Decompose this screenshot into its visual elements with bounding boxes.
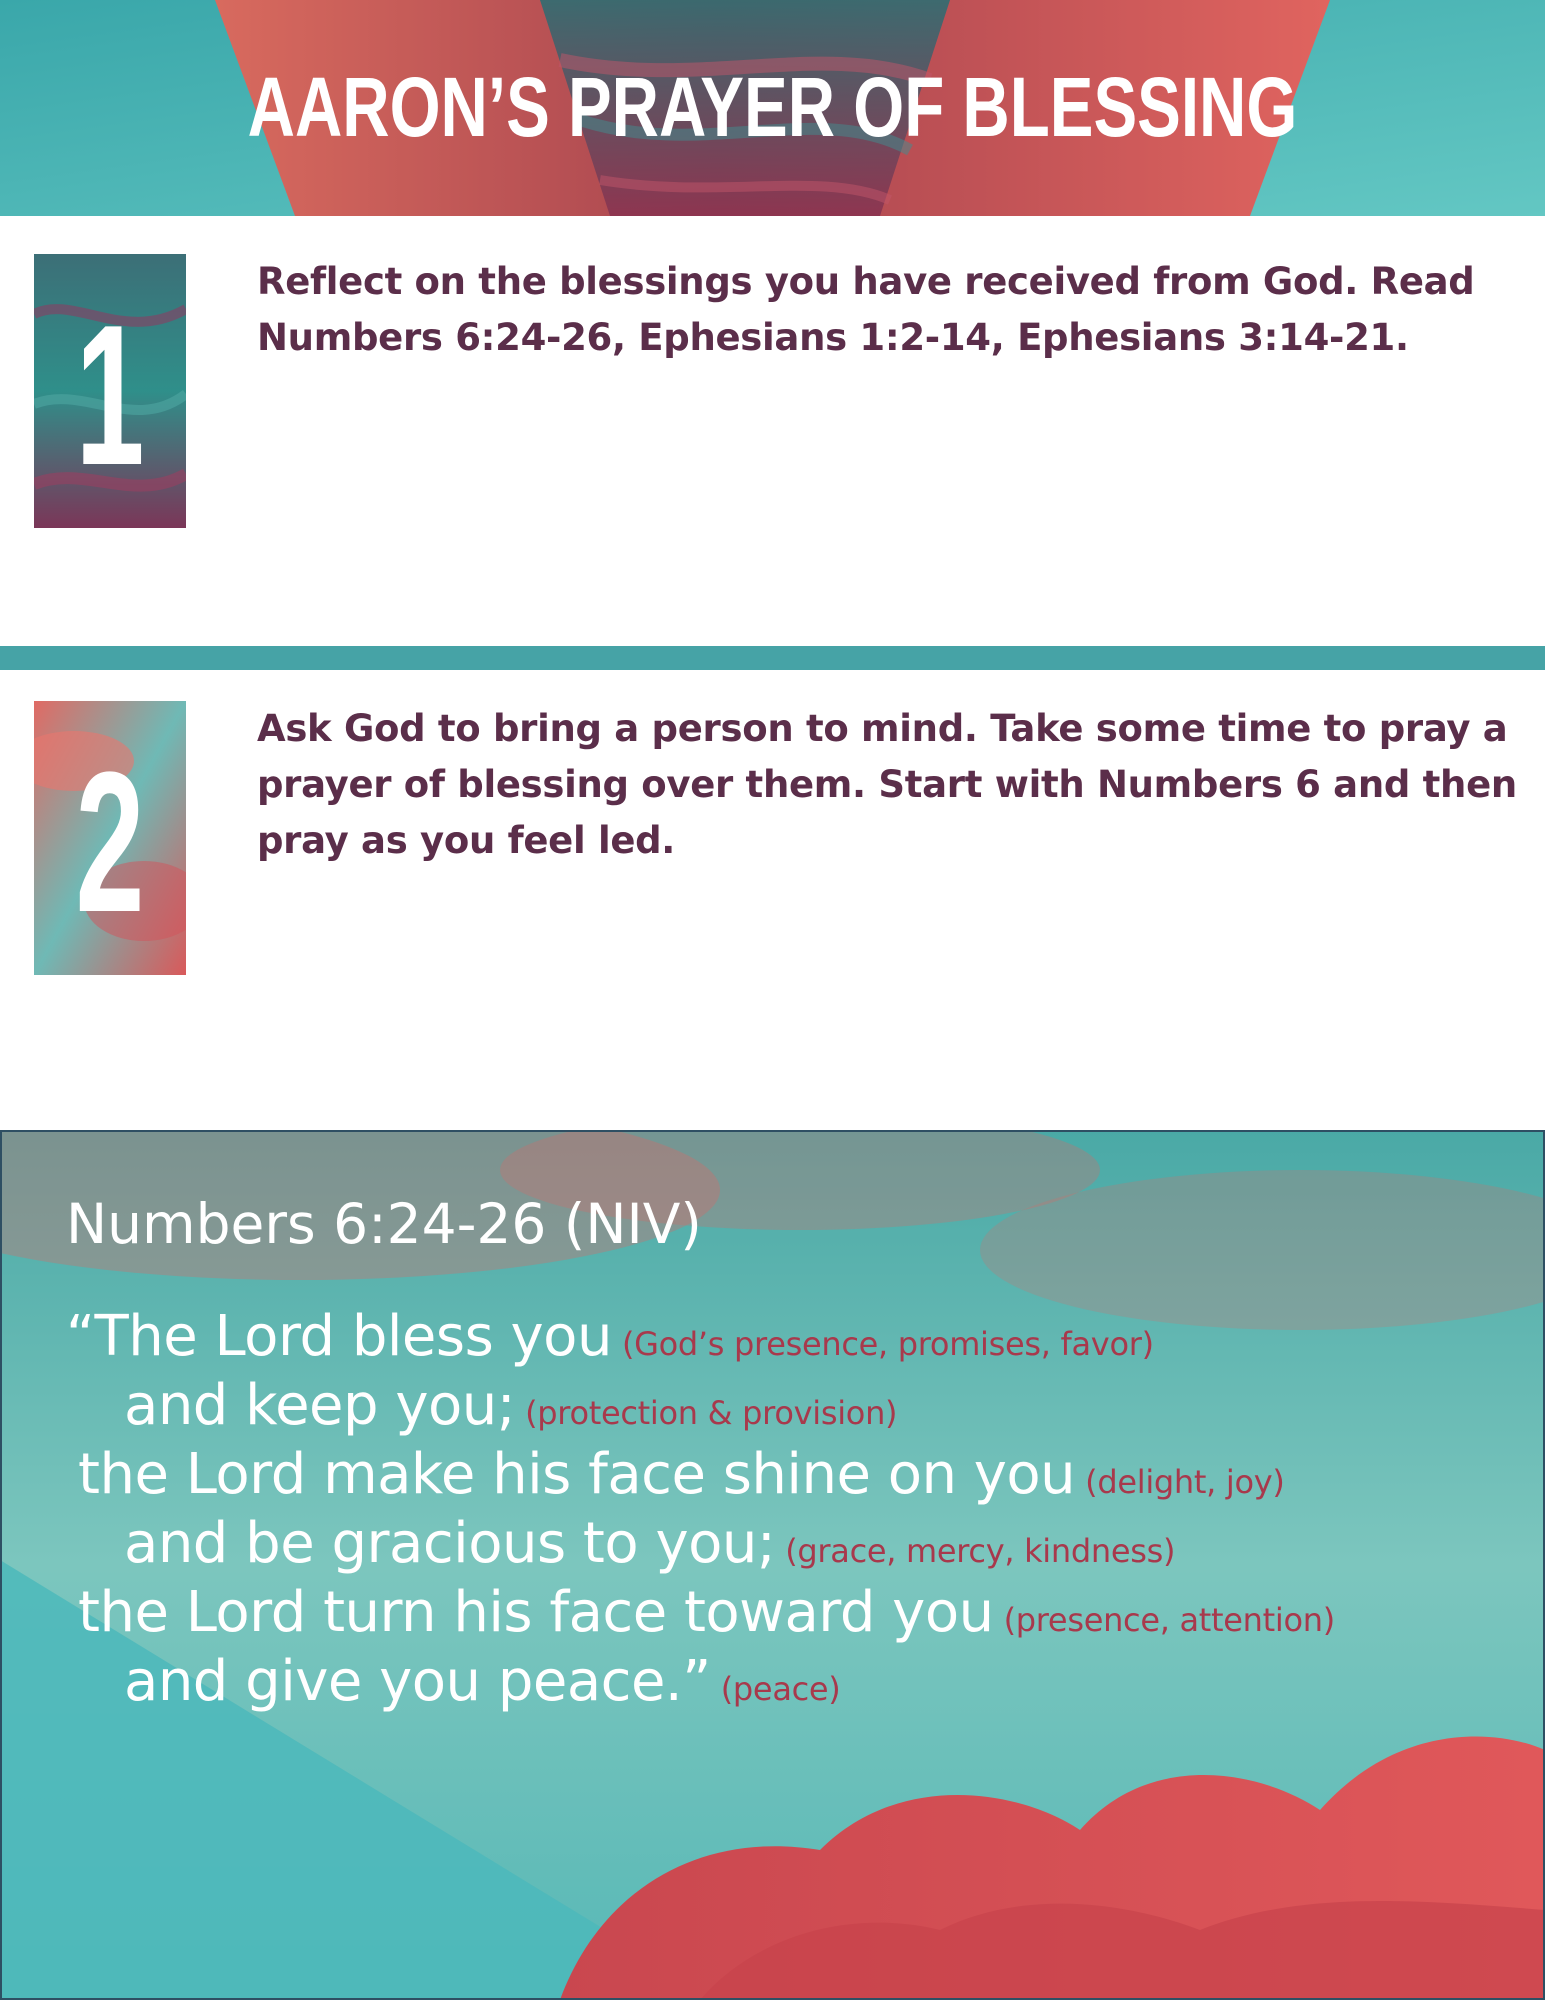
verse-line-note: (God’s presence, promises, favor): [621, 1325, 1154, 1363]
verse-line-note: (presence, attention): [1003, 1601, 1335, 1639]
step-2: [0, 701, 1545, 975]
section-divider: [0, 646, 1545, 670]
step-2-number: 2: [75, 731, 145, 954]
page-title: AARON’S PRAYER OF BLESSING: [247, 60, 1298, 154]
step-1: [0, 254, 1545, 528]
verse-line-text: “The Lord bless you: [66, 1304, 612, 1369]
scripture-reference: Numbers 6:24-26 (NIV): [66, 1192, 702, 1256]
verse-line-note: (protection & provision): [525, 1394, 898, 1432]
verse-line: [66, 1440, 1335, 1509]
verse-line-note: (peace): [720, 1670, 841, 1708]
verse-line: [66, 1647, 1335, 1716]
verse-line-text: and be gracious to you;: [124, 1511, 776, 1576]
step-1-text: Reflect on the blessings you have received from God. Read Numbers 6:24-26, Ephesians 1:2-14, Ephesians 3:14-21.: [257, 260, 1475, 359]
verse-line-note: (grace, mercy, kindness): [785, 1532, 1176, 1570]
verse-line-note: (delight, joy): [1085, 1463, 1285, 1501]
verse-line: [66, 1302, 1335, 1371]
step-1-number-tile: [34, 254, 186, 528]
scripture-verse: [66, 1302, 1335, 1716]
verse-line: [66, 1578, 1335, 1647]
verse-line-text: the Lord make his face shine on you: [78, 1442, 1076, 1507]
header-banner: [0, 0, 1545, 216]
verse-line-text: the Lord turn his face toward you: [78, 1580, 994, 1645]
verse-line-text: and keep you;: [124, 1373, 516, 1438]
step-2-text: Ask God to bring a person to mind. Take some time to pray a prayer of blessing over them. Start with Numbers 6 and then pray as you feel led.: [257, 707, 1517, 862]
verse-line: [66, 1509, 1335, 1578]
step-1-number: 1: [75, 284, 145, 507]
verse-line-text: and give you peace.”: [124, 1649, 711, 1714]
step-2-number-tile: [34, 701, 186, 975]
verse-line: [66, 1371, 1335, 1440]
scripture-panel: [0, 1130, 1545, 2000]
